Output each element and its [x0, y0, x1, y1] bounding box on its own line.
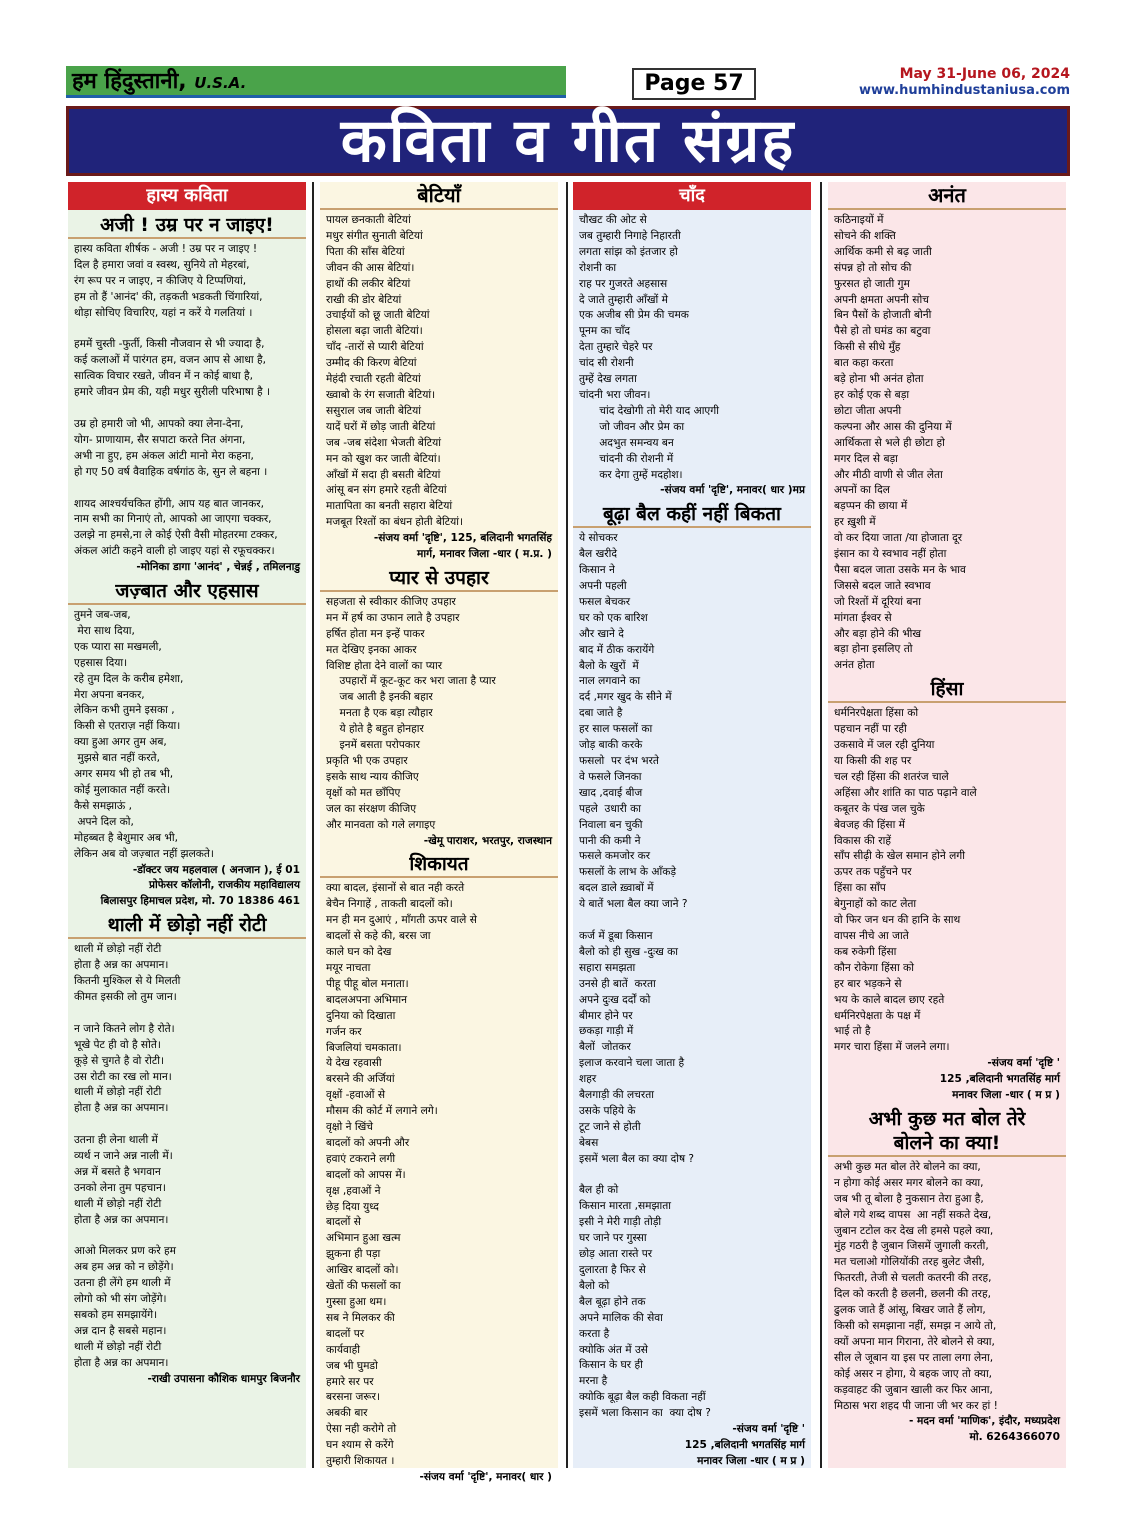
poem-body: ये सोचकर बैल खरीदे किसान ने अपनी पहली फसल बेचकर घर को एक बारिश और खाने दे बाद में ठीक करायेंगे बैलो के खुरों में नाल लगवाने का दर्द ,मगर खुद के सीने में दबा जाते है हर साल फसलों का जोड़ बाकी करके फसलो पर दंभ भरते वे फसले जिनका खाद ,दवाई बीज पहले उधारी का निवाला बन चुकी पानी की कमी ने फसले कमजोर कर फसलों के लाभ के आँकड़े बदल डाले ख़्वाबों में ये बातें भला बैल क्या जाने ? कर्ज में डूबा किसान बैलो को ही सुख -दुःख का सहारा समझता उनसे ही बातें करता अपने दुःख दर्दों को बीमार होने पर छकड़ा गाड़ी में बैलों जोतकर इलाज करवाने चला जाता है शहर बैलगाड़ी की लचरता उसके पहिये के टूट जाने से होती बेबस इसमें भला बैल का क्या दोष ? बैल ही को किसान मारता ,समझाता इसी ने मेरी गाड़ी तोड़ी घर जाने पर गुस्सा छोड़ आता रास्ते पर दुलारता है फिर से बैलो को बैल बूढ़ा होने तक अपने मालिक की सेवा करता है क्योकि अंत में उसे किसान के घर ही मरना है क्योकि बूढ़ा बैल कही विकता नहीं इसमें भला किसान का क्या दोष ?: [579, 532, 711, 1420]
poem-body: पायल छनकाती बेटियां मधुर संगीत सुनाती बेटियां पिता की साँस बेटियां जीवन की आस बेटियां। हाथों की लकीर बेटियां राखी की डोर बेटियां उचाईयों को छू जाती बेटियां होसला बढ़ा जाती बेटियां। चाँद -तारों से प्यारी बेटियां उम्मीद की किरण बेटियां मेहंदी रचाती रहती बेटियां ख्वाबो के रंग सजाती बेटियां। ससुराल जब जाती बेटियां यादें घरों में छोड़ जाती बेटियां जब -जब संदेशा भेजती बेटियां मन को खुश कर जाती बेटियां। आँखों में सदा ही बसती बेटियां आंसू बन संग हमारे रहती बेटियां मातापिता का बनती सहारा बेटियां मजबूत रिश्तों का बंधन होती बेटियां।: [326, 214, 463, 529]
poem-credit: -डॉक्टर जय महलवाल ( अनजान ), ई 01 प्रोफेसर कॉलोनी, राजकीय महाविद्यालय बिलासपुर हिमाचल प्रदेश, मो. 70 18386 461: [100, 863, 300, 908]
page-number: Page 57: [632, 68, 756, 100]
poem-body: तुमने जब-जब, मेरा साथ दिया, एक प्यारा सा मखमली, एहसास दिया। रहे तुम दिल के करीब हमेशा, मेरा अपना बनकर, लेकिन कभी तुमने इसका , किसी से एतराज़ नहीं किया। क्या हुआ अगर तुम अब, मुझसे बात नहीं करते, अगर समय भी हो तब भी, कोई मुलाकात नहीं करते। कैसे समझाऊं , अपने दिल को, मोहब्बत है बेशुमार अब भी, लेकिन अब वो जज़्बात नहीं झलकते।: [74, 609, 214, 860]
poem-title: शिकायत: [320, 852, 558, 878]
poem-title: हिंसा: [828, 677, 1066, 703]
poem-title: बूढ़ा बैल कहीं नहीं बिकता: [573, 502, 811, 528]
poem-title: जज़्बात और एहसास: [68, 579, 306, 605]
poem-credit: -संजय वर्मा 'दृष्टि ' 125 ,बलिदानी भगतसिंह मार्ग मनावर जिला -धार ( म प्र ): [684, 1423, 805, 1467]
page-banner-title: कविता व गीत संग्रह: [66, 106, 1070, 176]
column-3: [573, 182, 811, 1468]
poem-body: धर्मनिरपेक्षता हिंसा को पहचान नहीं पा रही उकसावे में जल रही दुनिया या किसी की शह पर चल रही हिंसा की शतरंज चाले अहिंसा और शांति का पाठ पढ़ाने वाले कबूतर के पंख जल चुके बेवजह की हिंसा में विकास की राहें साँप सीढ़ी के खेल समान होने लगी ऊपर तक पहुँचने पर हिंसा का साँप बेगुनाहों को काट लेता वो फिर जन धन की हानि के साथ वापस नीचे आ जाते कब रुकेगी हिंसा कौन रोकेगा हिंसा को हर बार भड़कने से भय के काले बादल छाए रहते धर्मनिरपेक्षता के पक्ष में भाई तो है मगर चारा हिंसा में जलने लगा।: [834, 707, 977, 1054]
section-header: हास्य कविता: [68, 182, 306, 210]
column-divider: [312, 182, 314, 1468]
column-4: [828, 182, 1066, 1468]
column-1: [68, 182, 306, 1468]
column-2: [320, 182, 558, 1483]
poem-title: अनंत: [828, 182, 1066, 210]
poem-body: अभी कुछ मत बोल तेरे बोलने का क्या, न होगा कोई असर मगर बोलने का क्या, जब भी तू बोला है नुकसान तेरा हुआ है, बोले गये शब्द वापस आ नहीं सकते देख, जुबान टटोल कर देख ली हमसे पहले क्या, मुंह गठरी है जुबान जिसमें जुगाली करती, मत चलाओ गोलियोंकी तरह बुलेट जैसी, फितरती, तेजी से चलती कतरनी की तरह, दिल को करती है छलनी, छलनी की तरह, ढुलक जाते हैं आंसू, बिखर जाते हैं लोग, किसी को समझाना नहीं, समझ न आये तो, क्यों अपना मान गिराना, तेरे बोलने से क्या, सील ले जूबान या इस पर ताला लगा लेना, कोई असर न होगा, ये बहक जाए तो क्या, कड़वाहट की जुबान खाली कर फिर आना, मिठास भरा शहद पी जाना जी भर कर हां !: [834, 1160, 998, 1412]
poem-title: थाली में छोड़ो नहीं रोटी: [68, 913, 306, 939]
newspaper-brand: [66, 66, 566, 98]
poem-credit: -संजय वर्मा 'दृष्टि', मनावर( धार ): [419, 1470, 552, 1483]
poem-body: सहजता से स्वीकार कीजिए उपहार मन में हर्ष का उफान लाते है उपहार हर्षित होता मन इन्हें पाकर मत देखिए इनका आकर विशिष्ट होता देने वालों का प्यार उपहारों में कूट-कूट कर भरा जाता है प्यार जब आती है इनकी बहार मनता है एक बड़ा त्यौहार ये होते है बहुत होनहार इनमें बसता परोपकार प्रकृति भी एक उपहार इसके साथ न्याय कीजिए वृक्षों को मत छाँपिए जल का संरक्षण कीजिए और मानवता को गले लगाइए: [326, 595, 496, 831]
issue-date: May 31-June 06, 2024: [899, 66, 1070, 82]
poem-body: थाली में छोड़ो नहीं रोटी होता है अन्न का अपमान। कितनी मुश्किल से ये मिलती कीमत इसकी लो तुम जान। न जाने कितने लोग है रोते। भूखे पेट ही वो है सोते। कूड़े से चुगते है वो रोटी। उस रोटी का रख लो मान। थाली में छोड़ो नहीं रोटी होता है अन्न का अपमान। उतना ही लेना थाली में व्यर्थ न जाने अन्न नाली में। अन्न में बसते है भगवान उनको लेना तुम पहचान। थाली में छोड़ो नहीं रोटी होता है अन्न का अपमान। आओ मिलकर प्रण करे हम अब हम अन्न को न छोड़ेंगे। उतना ही लेंगे हम थाली में लोगो को भी संग जोड़ेंगे। सबको हम समझायेंगे। अन्न दान है सबसे महान। थाली में छोड़ो नहीं रोटी होता है अन्न का अपमान।: [74, 943, 181, 1369]
masthead: [66, 66, 1070, 102]
poem-credit: -संजय वर्मा 'दृष्टि', मनावर( धार )मप्र: [660, 484, 805, 497]
poem-credit: -संजय वर्मा 'दृष्टि', 125, बलिदानी भगतसिंह मार्ग, मनावर जिला -धार ( म.प्र. ): [373, 532, 552, 561]
section-header: चाँद: [573, 182, 811, 210]
poem-body: क्या बादल, इंसानों से बात नही करते बेचैन निगाहें , ताकती बादलों को। मन ही मन दुआएं , माँगती ऊपर वाले से बादलों से कहे की, बरस जा काले घन को देख मयूर नाचता पीहू पीहू बोल मनाता। बादलअपना अभिमान दुनिया को दिखाता गर्जन कर बिजलियां चमकाता। ये देख रहवासी बरसने की अर्जियां वृक्षों -हवाओं से मौसम की कोर्ट में लगाने लगे। वृक्षो ने खिंचे बादलों को अपनी और हवाएं टकराने लगी बादलों को आपस में। वृक्ष ,हवाओं ने छेड़ दिया युध्द बादलों से अभिमान हुआ खत्म झुकना ही पड़ा आखिर बादलों को। खेतों की फसलों का गुस्सा हुआ थम। सब ने मिलकर की बादलों पर कार्यवाही जब भी घुमडो हमारे सर पर बरसना जरूर। अबकी बार ऐसा नही करोगे तो घन श्याम से करेंगे तुम्हारी शिकायत ।: [326, 882, 477, 1468]
poem-body: चौखट की ओट से जब तुम्हारी निगाहे निहारती लगता सांझ को इंतजार हो रोशनी का राह पर गुजरते अहसास दे जाते तुम्हारी आँखों मे एक अजीब सी प्रेम की चमक पूनम का चाँद देता तुम्हारे चेहरे पर चांद सी रोशनी तुम्हें देख लगता चांदनी भरा जीवन। चांद देखोगी तो मेरी याद आएगी जो जीवन और प्रेम का अदभुत समन्वय बन चांदनी की रोशनी में कर देगा तुम्हें मदहोश।: [579, 214, 719, 481]
column-divider: [566, 182, 568, 1468]
poem-title: अजी ! उम्र पर न जाइए!: [68, 213, 306, 239]
poem-credit: -खेमू पाराशर, भरतपुर, राजस्थान: [423, 834, 552, 847]
column-divider: [820, 182, 822, 1468]
poem-credit: -राखी उपासना कौशिक धामपुर बिजनौर: [147, 1372, 300, 1385]
poem-title: प्यार से उपहार: [320, 566, 558, 592]
brand-suffix: U.S.A.: [194, 74, 247, 92]
poem-title: बेटियाँ: [320, 182, 558, 210]
poem-credit: -संजय वर्मा 'दृष्टि ' 125 ,बलिदानी भगतसिंह मार्ग मनावर जिला -धार ( म प्र ): [939, 1057, 1060, 1102]
poem-title: अभी कुछ मत बोल तेरे बोलने का क्या!: [828, 1107, 1066, 1157]
website-link[interactable]: www.humhindustaniusa.com: [858, 83, 1070, 98]
poem-body: कठिनाइयों में सोचने की शक्ति आर्थिक कमी से बढ़ जाती संपन्न हो तो सोच की फुरसत हो जाती गुम अपनी क्षमता अपनी सोच बिन पैसों के होजाती बोनी पैसे हो तो घमंड का बटुवा किसी से सीधे मुँह बात कहा करता बड़े होना भी अनंत होता हर कोई एक से बड़ा छोटा जीता अपनी कल्पना और आस की दुनिया में आर्थिकता से भले ही छोटा हो मगर दिल से बड़ा और मीठी वाणी से जीत लेता अपनों का दिल बड़प्पन की छाया में हर ख़ुशी में वो कर दिया जाता /या होजाता दूर इंसान का ये स्वभाव नहीं होता पैसा बदल जाता उसके मन के भाव जिससे बदल जाते स्वभाव जो रिश्तों में दूरियां बना मांगता ईश्वर से और बड़ा होने की भीख बड़ा होना इसलिए तो अनंत होता: [834, 214, 966, 672]
brand-name: हम हिंदुस्तानी,: [72, 69, 187, 94]
poem-body: हास्य कविता शीर्षक - अजी ! उम्र पर न जाइए ! दिल है हमारा जवां व स्वस्थ, सुनिये तो मेहरबां, रंग रूप पर न जाइए, न कीजिए ये टिप्पणियां, हम तो हैं 'आनंद' की, तड़कती भडकती चिंगारियां, थोड़ा सोचिए विचारिए, यहां न करें ये गलतियां । हममें चुस्ती -फुर्ती, किसी नौजवान से भी ज्यादा है, कई कलाओं में पारंगत हम, वजन आप से आधा है, सात्विक विचार रखते, जीवन में न कोई बाधा है, हमारे जीवन प्रेम की, यही मधुर सुरीली परिभाषा है । उम्र हो हमारी जो भी, आपको क्या लेना-देना, योग- प्राणायाम, सैर सपाटा करते नित अंगना, अभी ना हुए, हम अंकल आंटी मानो मेरा कहना, हो गए 50 वर्ष वैवाहिक वर्षगांठ के, सुन ले बहना । शायद आश्चर्यचकित होंगी, आप यह बात जानकर, नाम सभी का गिनाएं तो, आपको आ जाएगा चक्कर, उलझे ना हमसे,ना ले कोई ऐसी वैसी मोहतरमा टक्कर, अंकल आंटी कहने वाली हो जाइए यहां से रफूचक्कर।: [74, 243, 278, 558]
poem-credit: -मोनिका डागा 'आनंद' , चेन्नई , तमिलनाडु: [136, 561, 300, 574]
poem-credit: - मदन वर्मा 'माणिक', इंदौर, मध्यप्रदेश मो. 6264366070: [908, 1415, 1060, 1444]
